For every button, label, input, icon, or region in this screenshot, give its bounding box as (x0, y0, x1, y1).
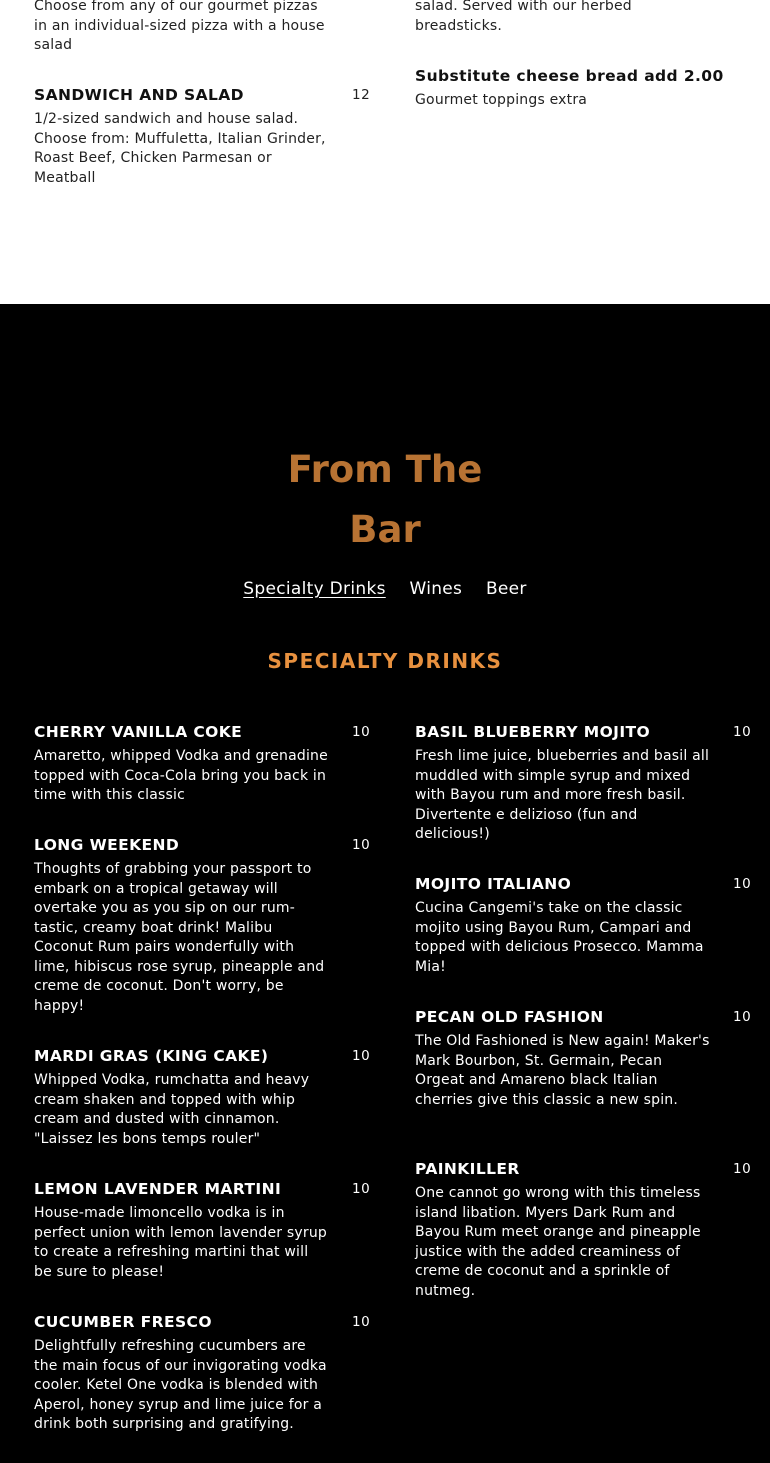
drink-price: 10 (352, 1181, 371, 1197)
tab-beer[interactable]: Beer (485, 579, 527, 599)
drink-price: 10 (733, 724, 752, 740)
drink-price: 10 (352, 1314, 371, 1330)
drink-price: 10 (733, 1161, 752, 1177)
lunch-menu-section (0, 0, 770, 304)
drink-description: Amaretto, whipped Vodka and grenadine topped with Coca-Cola bring you back in time with this classic (34, 748, 328, 803)
specialty-drinks-heading: SPECIALTY DRINKS (267, 649, 503, 673)
drink-description: Whipped Vodka, rumchatta and heavy cream shaken and topped with whip cream and dusted with cinnamon. "Laissez les bons temps rouler" (34, 1072, 310, 1147)
bar-title-line2: Bar (349, 508, 421, 551)
drink-name: PAINKILLER (415, 1160, 520, 1178)
drink-price: 10 (352, 1048, 371, 1064)
bar-menu-section (0, 304, 770, 1463)
drink-price: 10 (352, 724, 371, 740)
drink-description: Delightfully refreshing cucumbers are the main focus of our invigorating vodka cooler. Ketel One vodka is blended with Aperol, honey syrup and lime juice for a drink both surprising and gratifying. (34, 1338, 327, 1432)
drink-description: Fresh lime juice, blueberries and basil all muddled with simple syrup and mixed with Bayou rum and more fresh basil. Divertente e delizioso (fun and delicious!) (415, 748, 710, 842)
pizza-salad-description: Choose from any of our gourmet pizzas in an individual-sized pizza with a house salad (34, 0, 325, 53)
sandwich-salad-price: 12 (352, 87, 371, 103)
tab-specialty-drinks[interactable]: Specialty Drinks (243, 579, 386, 599)
drink-description: Thoughts of grabbing your passport to embark on a tropical getaway will overtake you as you sip on our rum-tastic, creamy boat drink! Malibu Coconut Rum pairs wonderfully with lime, hibiscus rose syrup, pineapple and creme de coconut. Don't worry, be happy! (34, 861, 325, 1014)
cheese-bread-note: Substitute cheese bread add 2.00 (415, 67, 724, 85)
tab-wines[interactable]: Wines (409, 579, 463, 599)
drink-name: LEMON LAVENDER MARTINI (34, 1180, 282, 1198)
bar-title-line1: From The (287, 448, 483, 491)
drink-price: 10 (733, 876, 752, 892)
sandwich-salad-description: 1/2-sized sandwich and house salad. Choose from: Muffuletta, Italian Grinder, Roast Beef, Chicken Parmesan or Meatball (34, 111, 326, 186)
bar-menu-tabs (0, 579, 770, 599)
drink-price: 10 (352, 837, 371, 853)
drink-name: LONG WEEKEND (34, 836, 180, 854)
drink-description: One cannot go wrong with this timeless island libation. Myers Dark Rum and Bayou Rum meet orange and pineapple justice with the added creaminess of creme de coconut and a sprinkle of nutmeg. (415, 1185, 701, 1299)
pasta-salad-description: salad. Served with our herbed breadsticks. (415, 0, 632, 34)
drink-name: PECAN OLD FASHION (415, 1008, 604, 1026)
sandwich-salad-name: SANDWICH AND SALAD (34, 86, 244, 104)
toppings-note: Gourmet toppings extra (415, 92, 588, 108)
drink-name: MOJITO ITALIANO (415, 875, 572, 893)
drink-name: CUCUMBER FRESCO (34, 1313, 212, 1331)
drink-name: MARDI GRAS (KING CAKE) (34, 1047, 269, 1065)
drink-price: 10 (733, 1009, 752, 1025)
drink-name: CHERRY VANILLA COKE (34, 723, 243, 741)
drink-description: The Old Fashioned is New again! Maker's Mark Bourbon, St. Germain, Pecan Orgeat and Amareno black Italian cherries give this classic a new spin. (415, 1033, 710, 1108)
drink-name: BASIL BLUEBERRY MOJITO (415, 723, 651, 741)
drink-description: Cucina Cangemi's take on the classic mojito using Bayou Rum, Campari and topped with delicious Prosecco. Mamma Mia! (415, 900, 704, 975)
drink-description: House-made limoncello vodka is in perfect union with lemon lavender syrup to create a refreshing martini that will be sure to please! (34, 1205, 327, 1280)
